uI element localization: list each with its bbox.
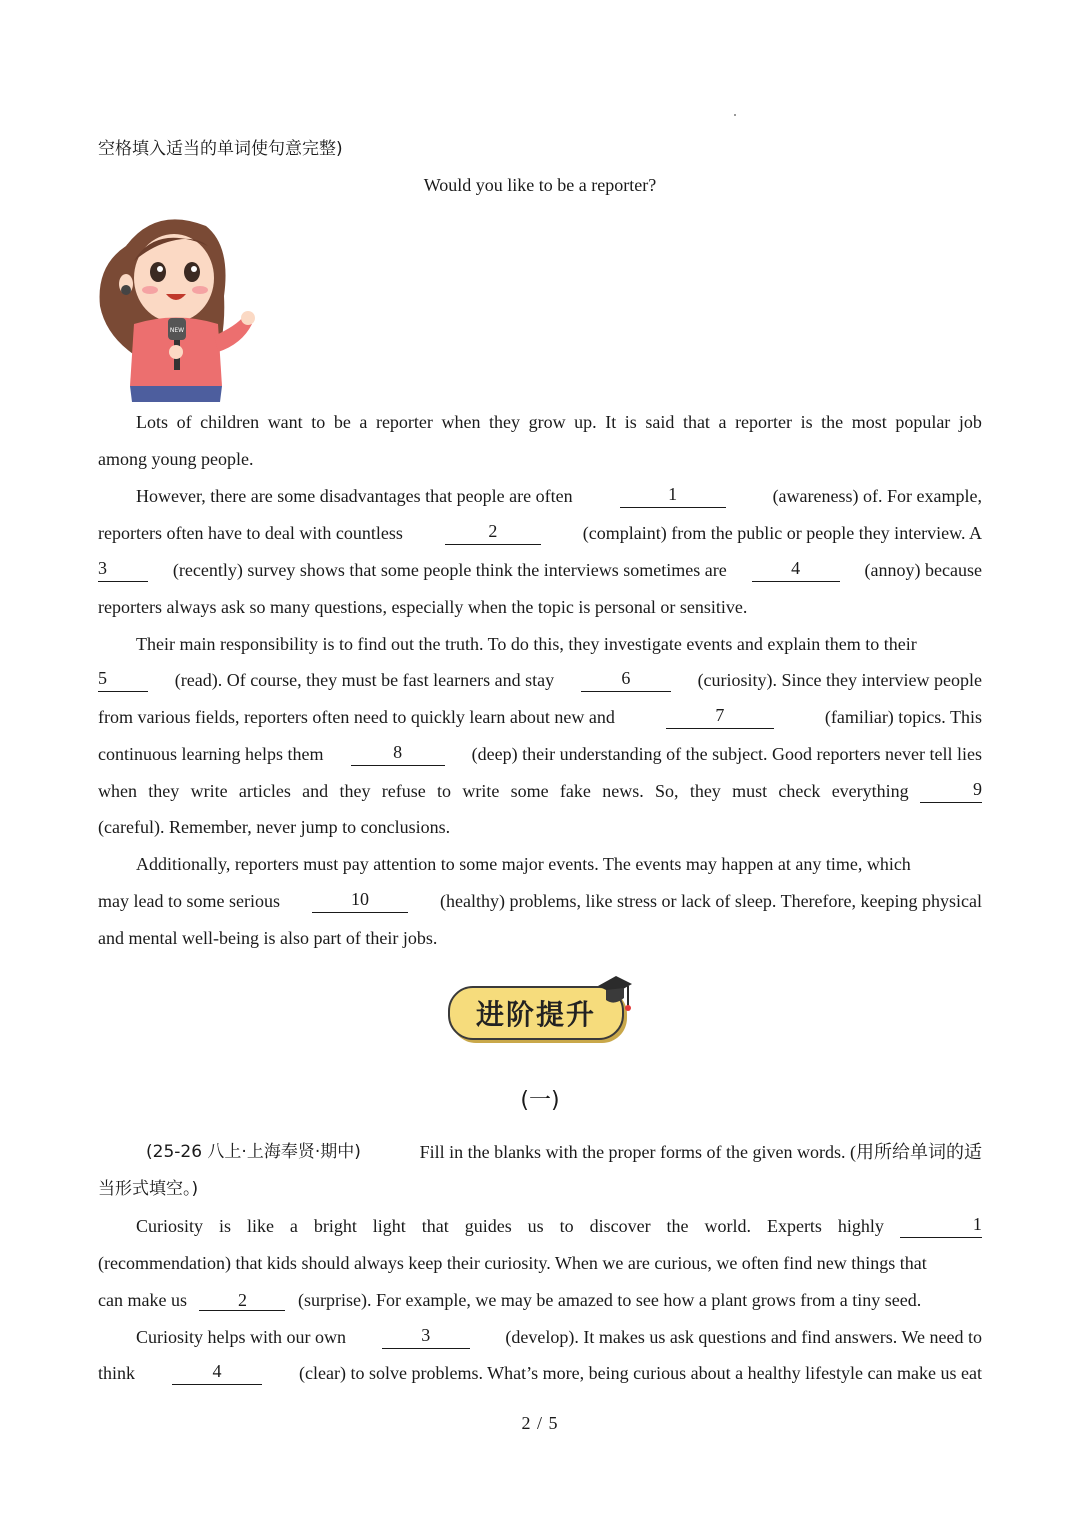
word: fake [559, 781, 591, 801]
p1-line-2: among young people. [98, 449, 254, 469]
word: Curiosity [136, 1216, 204, 1236]
blank-9: 9 [920, 779, 982, 803]
word: to [311, 412, 326, 432]
word: a [718, 412, 727, 432]
svg-text:NEW: NEW [169, 327, 185, 334]
blank-6: 6 [581, 668, 671, 692]
word: when [441, 412, 481, 432]
advanced-badge: 进阶提升 [448, 986, 624, 1040]
p2-line-2: reporters often have to deal with countless 2 (complaint) from the public or people they interview. A [98, 521, 982, 543]
word: said [645, 412, 675, 432]
word: of [176, 412, 192, 432]
word: guides [464, 1216, 512, 1236]
blank-2: 2 [445, 521, 541, 545]
p3-line-2: 5 (read). Of course, they must be fast learners and stay 6 (curiosity). Since they interview people [98, 668, 982, 690]
p1-line-1 [98, 410, 982, 434]
word: is [800, 412, 813, 432]
word: everything [831, 781, 909, 801]
reporter-girl-illustration [96, 206, 256, 402]
q2-blank-1: 1 [900, 1214, 982, 1238]
word: grow [528, 412, 566, 432]
word: Experts [766, 1216, 822, 1236]
blank-5: 5 [98, 668, 148, 692]
p2-line-4: reporters always ask so many questions, especially when the topic is personal or sensitive. [98, 597, 748, 617]
word: they [689, 781, 721, 801]
word: they [339, 781, 371, 801]
word: light [372, 1216, 406, 1236]
word: discover [589, 1216, 651, 1236]
p3-line-1: Their main responsibility is to find out the truth. To do this, they investigate events and explain them to their [136, 634, 917, 654]
word: that [421, 1216, 449, 1236]
word: job [958, 412, 982, 432]
word: So, [655, 781, 679, 801]
word: be [333, 412, 351, 432]
word: Lots [136, 412, 169, 432]
word: that [682, 412, 710, 432]
word: is [218, 1216, 231, 1236]
word: the [666, 1216, 689, 1236]
word: when [98, 781, 137, 801]
word: they [148, 781, 180, 801]
word: articles [238, 781, 291, 801]
blank-3: 3 [98, 558, 148, 582]
blank-1: 1 [620, 484, 726, 508]
p3-line-5 [98, 779, 982, 803]
word: must [732, 781, 768, 801]
word: highly [837, 1216, 884, 1236]
word: world. [704, 1216, 751, 1236]
q2-blank-4: 4 [172, 1361, 262, 1385]
word: they [489, 412, 521, 432]
word: children [200, 412, 260, 432]
q2-p1-line-2: (recommendation) that kids should always keep their curiosity. When we are curious, we often find new things that [98, 1253, 927, 1273]
p3-line-6: (careful). Remember, never jump to conclusions. [98, 817, 451, 837]
word: is [624, 412, 637, 432]
p3-line-3: from various fields, reporters often need to quickly learn about new and 7 (familiar) topics. This [98, 705, 982, 727]
p3-line-4: continuous learning helps them 8 (deep) their understanding of the subject. Good reporters never tell lies [98, 742, 982, 764]
blank-4: 4 [752, 558, 840, 582]
word: some [510, 781, 549, 801]
word: write [190, 781, 228, 801]
q2-p2-line-2: think 4 (clear) to solve problems. What’s more, being curious about a healthy lifestyle can make us eat [98, 1361, 982, 1383]
graduation-cap-icon [596, 972, 634, 1016]
blank-7: 7 [666, 705, 774, 729]
p2-line-3: 3 (recently) survey shows that some people think the interviews sometimes are 4 (annoy) because [98, 558, 982, 580]
p4-line-3: and mental well-being is also part of their jobs. [98, 928, 438, 948]
p4-line-1: Additionally, reporters must pay attention to some major events. The events may happen at any time, which [136, 854, 911, 874]
passage-title: Would you like to be a reporter? [423, 175, 657, 195]
word: want [267, 412, 303, 432]
stray-mark [734, 114, 736, 116]
word: to [559, 1216, 574, 1236]
blank-10: 10 [312, 889, 408, 913]
q2-blank-2: 2 [199, 1290, 285, 1311]
word: to [437, 781, 452, 801]
word: check [778, 781, 821, 801]
word: a [289, 1216, 298, 1236]
q2-p1-line-3: can make us 2 (surprise). For example, we may be amazed to see how a plant grows from a tiny seed. [98, 1290, 922, 1310]
word: the [821, 412, 844, 432]
word: like [246, 1216, 274, 1236]
section-number: (一) [520, 1088, 560, 1113]
word: news. [602, 781, 644, 801]
word: refuse [381, 781, 426, 801]
word: a [359, 412, 368, 432]
q2-p2-line-1: Curiosity helps with our own 3 (develop). It makes us ask questions and find answers. We need to [136, 1325, 982, 1347]
page-number: 2 / 5 [521, 1413, 559, 1433]
word: us [527, 1216, 544, 1236]
p2-line-1: However, there are some disadvantages that people are often 1 (awareness) of. For example, [136, 484, 982, 506]
word: It [605, 412, 617, 432]
word: up. [574, 412, 597, 432]
word: write [462, 781, 500, 801]
word: bright [313, 1216, 357, 1236]
blank-8: 8 [351, 742, 445, 766]
word: and [302, 781, 329, 801]
q2-p1-line-1 [98, 1214, 982, 1238]
word: most [851, 412, 887, 432]
word: reporter [735, 412, 793, 432]
p2-instruction-line-1: (25-26 八上·上海奉贤·期中) Fill in the blanks with the proper forms of the given words. (用所给单词的适 [146, 1142, 982, 1162]
word: reporter [375, 412, 433, 432]
q2-blank-3: 3 [382, 1325, 470, 1349]
header-instruction: 空格填入适当的单词使句意完整) [98, 139, 343, 159]
p2-instruction-line-2: 当形式填空。) [98, 1179, 199, 1199]
p4-line-2: may lead to some serious 10 (healthy) problems, like stress or lack of sleep. Therefore, keeping physical [98, 889, 982, 911]
word: popular [895, 412, 951, 432]
